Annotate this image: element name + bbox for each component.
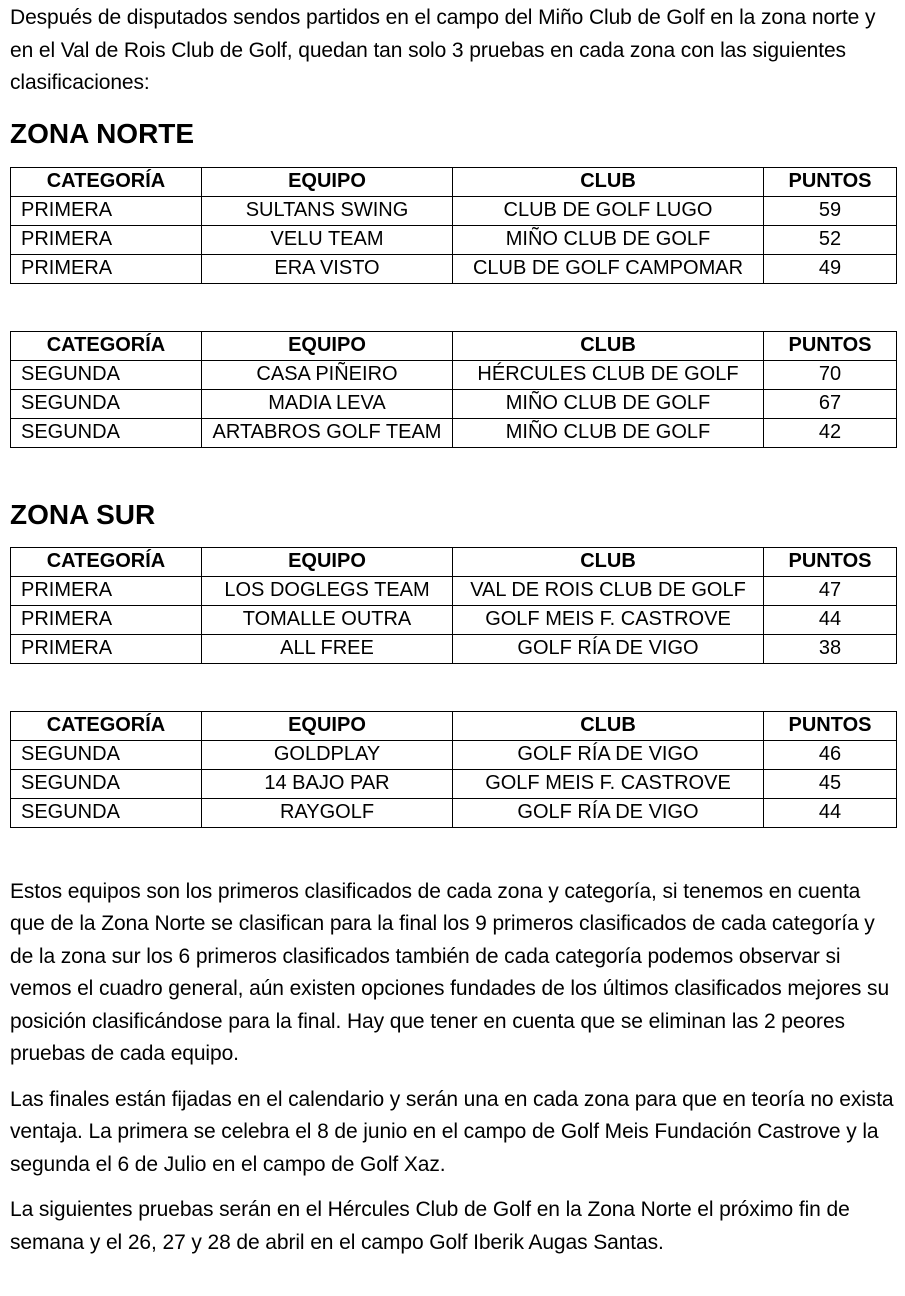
- cell-categoria: SEGUNDA: [11, 418, 202, 447]
- cell-puntos: 59: [764, 196, 897, 225]
- cell-puntos: 42: [764, 418, 897, 447]
- table-header-row: [11, 167, 897, 196]
- cell-club: MIÑO CLUB DE GOLF: [453, 418, 764, 447]
- cell-puntos: 70: [764, 360, 897, 389]
- cell-categoria: SEGUNDA: [11, 389, 202, 418]
- cell-equipo: RAYGOLF: [202, 798, 453, 827]
- cell-equipo: ARTABROS GOLF TEAM: [202, 418, 453, 447]
- cell-equipo: VELU TEAM: [202, 225, 453, 254]
- cell-club: VAL DE ROIS CLUB DE GOLF: [453, 576, 764, 605]
- cell-puntos: 47: [764, 576, 897, 605]
- cell-club: GOLF MEIS F. CASTROVE: [453, 769, 764, 798]
- table-header-row: [11, 711, 897, 740]
- cell-categoria: PRIMERA: [11, 634, 202, 663]
- table-row: [11, 576, 897, 605]
- cell-equipo: GOLDPLAY: [202, 740, 453, 769]
- cell-club: MIÑO CLUB DE GOLF: [453, 225, 764, 254]
- cell-puntos: 67: [764, 389, 897, 418]
- cell-categoria: PRIMERA: [11, 196, 202, 225]
- table-header-row: [11, 547, 897, 576]
- header-puntos: PUNTOS: [764, 711, 897, 740]
- table-row: [11, 798, 897, 827]
- header-club: CLUB: [453, 711, 764, 740]
- table-row: [11, 360, 897, 389]
- cell-equipo: ERA VISTO: [202, 254, 453, 283]
- cell-categoria: SEGUNDA: [11, 360, 202, 389]
- cell-club: CLUB DE GOLF LUGO: [453, 196, 764, 225]
- header-puntos: PUNTOS: [764, 167, 897, 196]
- cell-club: CLUB DE GOLF CAMPOMAR: [453, 254, 764, 283]
- header-categoria: CATEGORÍA: [11, 167, 202, 196]
- zona-norte-segunda-table: [10, 331, 897, 448]
- cell-equipo: CASA PIÑEIRO: [202, 360, 453, 389]
- zona-sur-heading: ZONA SUR: [10, 498, 156, 530]
- cell-categoria: SEGUNDA: [11, 740, 202, 769]
- table-row: [11, 225, 897, 254]
- cell-categoria: PRIMERA: [11, 605, 202, 634]
- header-equipo: EQUIPO: [202, 711, 453, 740]
- table-row: [11, 605, 897, 634]
- cell-puntos: 52: [764, 225, 897, 254]
- cell-club: GOLF RÍA DE VIGO: [453, 740, 764, 769]
- cell-categoria: SEGUNDA: [11, 798, 202, 827]
- cell-equipo: MADIA LEVA: [202, 389, 453, 418]
- cell-puntos: 45: [764, 769, 897, 798]
- cell-club: GOLF MEIS F. CASTROVE: [453, 605, 764, 634]
- zona-norte-heading: ZONA NORTE: [10, 117, 195, 149]
- header-categoria: CATEGORÍA: [11, 547, 202, 576]
- body-paragraph-2: Las finales están fijadas en el calendario y serán una en cada zona para que en teoría no exista ventaja. La primera se celebra el 8 de junio en el campo de Golf Meis Fundación Castrove y la segunda el 6 de Julio en el campo de Golf Xaz.: [10, 1087, 894, 1176]
- header-categoria: CATEGORÍA: [11, 331, 202, 360]
- cell-categoria: PRIMERA: [11, 576, 202, 605]
- cell-club: HÉRCULES CLUB DE GOLF: [453, 360, 764, 389]
- header-categoria: CATEGORÍA: [11, 711, 202, 740]
- body-paragraph-3: La siguientes pruebas serán en el Hércules Club de Golf en la Zona Norte el próximo fin de semana y el 26, 27 y 28 de abril en el campo Golf Iberik Augas Santas.: [10, 1198, 850, 1254]
- cell-puntos: 46: [764, 740, 897, 769]
- table-header-row: [11, 331, 897, 360]
- zona-sur-segunda-table: [10, 711, 897, 828]
- table-row: [11, 254, 897, 283]
- cell-puntos: 38: [764, 634, 897, 663]
- cell-club: GOLF RÍA DE VIGO: [453, 798, 764, 827]
- header-equipo: EQUIPO: [202, 167, 453, 196]
- zona-sur-primera-table: [10, 547, 897, 664]
- cell-equipo: ALL FREE: [202, 634, 453, 663]
- header-puntos: PUNTOS: [764, 547, 897, 576]
- table-row: [11, 418, 897, 447]
- cell-equipo: SULTANS SWING: [202, 196, 453, 225]
- table-row: [11, 769, 897, 798]
- intro-paragraph: Después de disputados sendos partidos en el campo del Miño Club de Golf en la zona norte y en el Val de Rois Club de Golf, quedan tan solo 3 pruebas en cada zona con las siguientes clasificaciones:: [10, 6, 876, 94]
- cell-categoria: SEGUNDA: [11, 769, 202, 798]
- cell-equipo: TOMALLE OUTRA: [202, 605, 453, 634]
- article: [10, 0, 896, 1259]
- zona-norte-primera-table: [10, 167, 897, 284]
- body-paragraph-1: Estos equipos son los primeros clasificados de cada zona y categoría, si tenemos en cuenta que de la Zona Norte se clasifican para la final los 9 primeros clasificados de cada categoría y de la zona sur los 6 primeros clasificados también de cada categoría podemos observar si vemos el cuadro general, aún existen opciones fundades de los últimos clasificados mejores su posición clasificándose para la final. Hay que tener en cuenta que se eliminan las 2 peores pruebas de cada equipo.: [10, 879, 890, 1065]
- header-puntos: PUNTOS: [764, 331, 897, 360]
- cell-categoria: PRIMERA: [11, 254, 202, 283]
- cell-equipo: LOS DOGLEGS TEAM: [202, 576, 453, 605]
- cell-puntos: 49: [764, 254, 897, 283]
- cell-club: GOLF RÍA DE VIGO: [453, 634, 764, 663]
- header-equipo: EQUIPO: [202, 547, 453, 576]
- cell-club: MIÑO CLUB DE GOLF: [453, 389, 764, 418]
- cell-puntos: 44: [764, 605, 897, 634]
- cell-categoria: PRIMERA: [11, 225, 202, 254]
- header-club: CLUB: [453, 547, 764, 576]
- header-club: CLUB: [453, 331, 764, 360]
- table-row: [11, 196, 897, 225]
- header-equipo: EQUIPO: [202, 331, 453, 360]
- header-club: CLUB: [453, 167, 764, 196]
- cell-equipo: 14 BAJO PAR: [202, 769, 453, 798]
- table-row: [11, 740, 897, 769]
- table-row: [11, 634, 897, 663]
- cell-puntos: 44: [764, 798, 897, 827]
- table-row: [11, 389, 897, 418]
